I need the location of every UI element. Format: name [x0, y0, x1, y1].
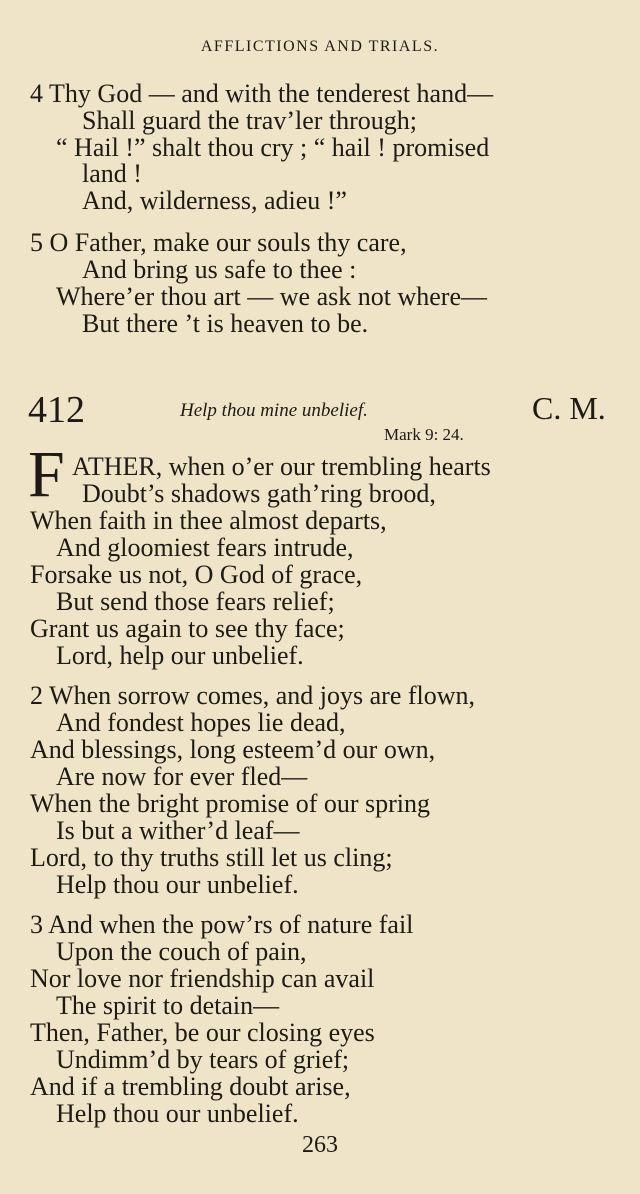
verse-line: Upon the couch of pain, [56, 937, 307, 966]
verse-line: Forsake us not, O God of grace, [30, 560, 363, 589]
verse-line: And fondest hopes lie dead, [56, 708, 346, 737]
verse-line: land ! [82, 159, 142, 188]
verse-line: Doubt’s shadows gath’ring brood, [82, 479, 436, 508]
verse-line: 3 And when the pow’rs of nature fail [30, 910, 414, 939]
verse-line: Is but a wither’d leaf— [56, 816, 300, 845]
verse-line: Undimm’d by tears of grief; [56, 1045, 350, 1074]
verse-line: Help thou our unbelief. [56, 1099, 299, 1128]
scripture-reference: Mark 9: 24. [384, 425, 464, 444]
verse-line: 4 Thy God — and with the tenderest hand— [30, 79, 494, 108]
verse-line: But send those fears relief; [56, 587, 335, 616]
verse-line: Grant us again to see thy face; [30, 614, 345, 643]
verse-line: But there ’t is heaven to be. [82, 309, 369, 338]
verse-line: 2 When sorrow comes, and joys are flown, [30, 681, 476, 710]
hymn-meter: C. M. [532, 390, 606, 426]
verse-line: Are now for ever fled— [56, 762, 308, 791]
verse-line: And, wilderness, adieu !” [82, 186, 347, 215]
verse-line: And bring us safe to thee : [82, 255, 357, 284]
running-head: AFFLICTIONS AND TRIALS. [200, 38, 440, 55]
hymn-title: Help thou mine unbelief. [180, 400, 368, 421]
hymn-number: 412 [28, 389, 85, 431]
verse-line: And if a trembling doubt arise, [30, 1072, 351, 1101]
verse-line: When faith in thee almost departs, [30, 506, 387, 535]
verse-line: And gloomiest fears intrude, [56, 533, 354, 562]
verse-line: Then, Father, be our closing eyes [30, 1018, 375, 1047]
verse-line: Nor love nor friendship can avail [30, 964, 375, 993]
verse-line: And blessings, long esteem’d our own, [30, 735, 436, 764]
verse-line: ATHER, when o’er our trembling hearts [72, 452, 491, 481]
verse-line: Where’er thou art — we ask not where— [56, 282, 487, 311]
page-number: 263 [302, 1132, 338, 1158]
verse-line: 5 O Father, make our souls thy care, [30, 228, 407, 257]
verse-line: Lord, to thy truths still let us cling; [30, 843, 393, 872]
verse-line: Help thou our unbelief. [56, 870, 299, 899]
verse-line: “ Hail !” shalt thou cry ; “ hail ! promised [56, 133, 490, 162]
verse-line: The spirit to detain— [56, 991, 280, 1020]
drop-cap: F [28, 438, 65, 511]
verse-line: When the bright promise of our spring [30, 789, 431, 818]
verse-line: Lord, help our unbelief. [56, 641, 304, 670]
verse-line: Shall guard the trav’ler through; [82, 106, 418, 135]
